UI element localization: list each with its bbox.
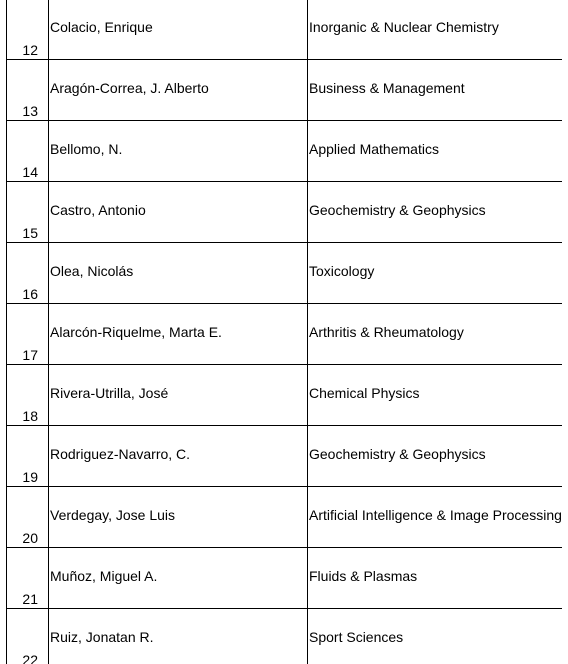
table-row [7,304,563,365]
row-number-cell[interactable]: 13 [7,60,49,121]
row-number-cell[interactable]: 18 [7,365,49,426]
research-field-cell[interactable] [308,182,563,243]
researcher-name-cell[interactable] [49,609,308,664]
researcher-name-cell[interactable] [49,426,308,487]
viewport-edge [562,0,568,664]
research-field: Toxicology [309,263,375,279]
researcher-name-cell[interactable] [49,487,308,548]
research-field: Geochemistry & Geophysics [309,446,486,462]
research-field: Chemical Physics [309,385,420,401]
researcher-name-cell[interactable] [49,60,308,121]
researcher-name: Aragón-Correa, J. Alberto [50,80,209,96]
row-number-cell[interactable]: 12 [7,0,49,60]
researcher-name-cell[interactable] [49,548,308,609]
table-row [7,121,563,182]
research-field-cell[interactable] [308,609,563,664]
researcher-name: Ruiz, Jonatan R. [50,629,154,645]
researcher-name-cell[interactable] [49,182,308,243]
row-number-cell[interactable]: 16 [7,243,49,304]
researcher-name: Colacio, Enrique [50,19,153,35]
researcher-name: Verdegay, Jose Luis [50,507,176,523]
research-field: Sport Sciences [309,629,404,645]
row-number-cell[interactable]: 20 [7,487,49,548]
table-row [7,182,563,243]
research-field: Arthritis & Rheumatology [309,324,464,340]
research-field-cell[interactable] [308,426,563,487]
table-row [7,426,563,487]
researcher-name: Alarcón-Riquelme, Marta E. [50,324,222,340]
research-field-cell[interactable] [308,304,563,365]
row-number-cell[interactable]: 21 [7,548,49,609]
table-row [7,548,563,609]
research-field: Inorganic & Nuclear Chemistry [309,19,499,35]
research-field: Applied Mathematics [309,141,439,157]
row-number-cell[interactable]: 22 [7,609,49,664]
researcher-name-cell[interactable] [49,304,308,365]
row-number-cell[interactable]: 19 [7,426,49,487]
research-field: Artificial Intelligence & Image Processing [309,507,562,523]
researcher-name-cell[interactable] [49,243,308,304]
researcher-name: Castro, Antonio [50,202,146,218]
researcher-name-cell[interactable] [49,365,308,426]
researcher-name: Rodriguez-Navarro, C. [50,446,191,462]
table-row [7,243,563,304]
research-field-cell[interactable] [308,548,563,609]
table-row [7,487,563,548]
researchers-table [6,0,563,664]
researcher-name: Rivera-Utrilla, José [50,385,169,401]
table-row [7,365,563,426]
row-number-cell[interactable]: 14 [7,121,49,182]
research-field-cell[interactable] [308,0,563,60]
research-field: Business & Management [309,80,465,96]
research-field-cell[interactable] [308,121,563,182]
research-field-cell[interactable] [308,243,563,304]
table-row [7,60,563,121]
research-field: Fluids & Plasmas [309,568,418,584]
researcher-name-cell[interactable] [49,0,308,60]
researcher-name: Muñoz, Miguel A. [50,568,158,584]
researcher-name-cell[interactable] [49,121,308,182]
row-number-cell[interactable]: 15 [7,182,49,243]
table-row [7,609,563,664]
research-field-cell[interactable] [308,365,563,426]
research-field: Geochemistry & Geophysics [309,202,486,218]
table-row [7,0,563,60]
row-number-cell[interactable]: 17 [7,304,49,365]
research-field-cell[interactable] [308,487,563,548]
researcher-name: Bellomo, N. [50,141,123,157]
researcher-name: Olea, Nicolás [50,263,134,279]
research-field-cell[interactable] [308,60,563,121]
